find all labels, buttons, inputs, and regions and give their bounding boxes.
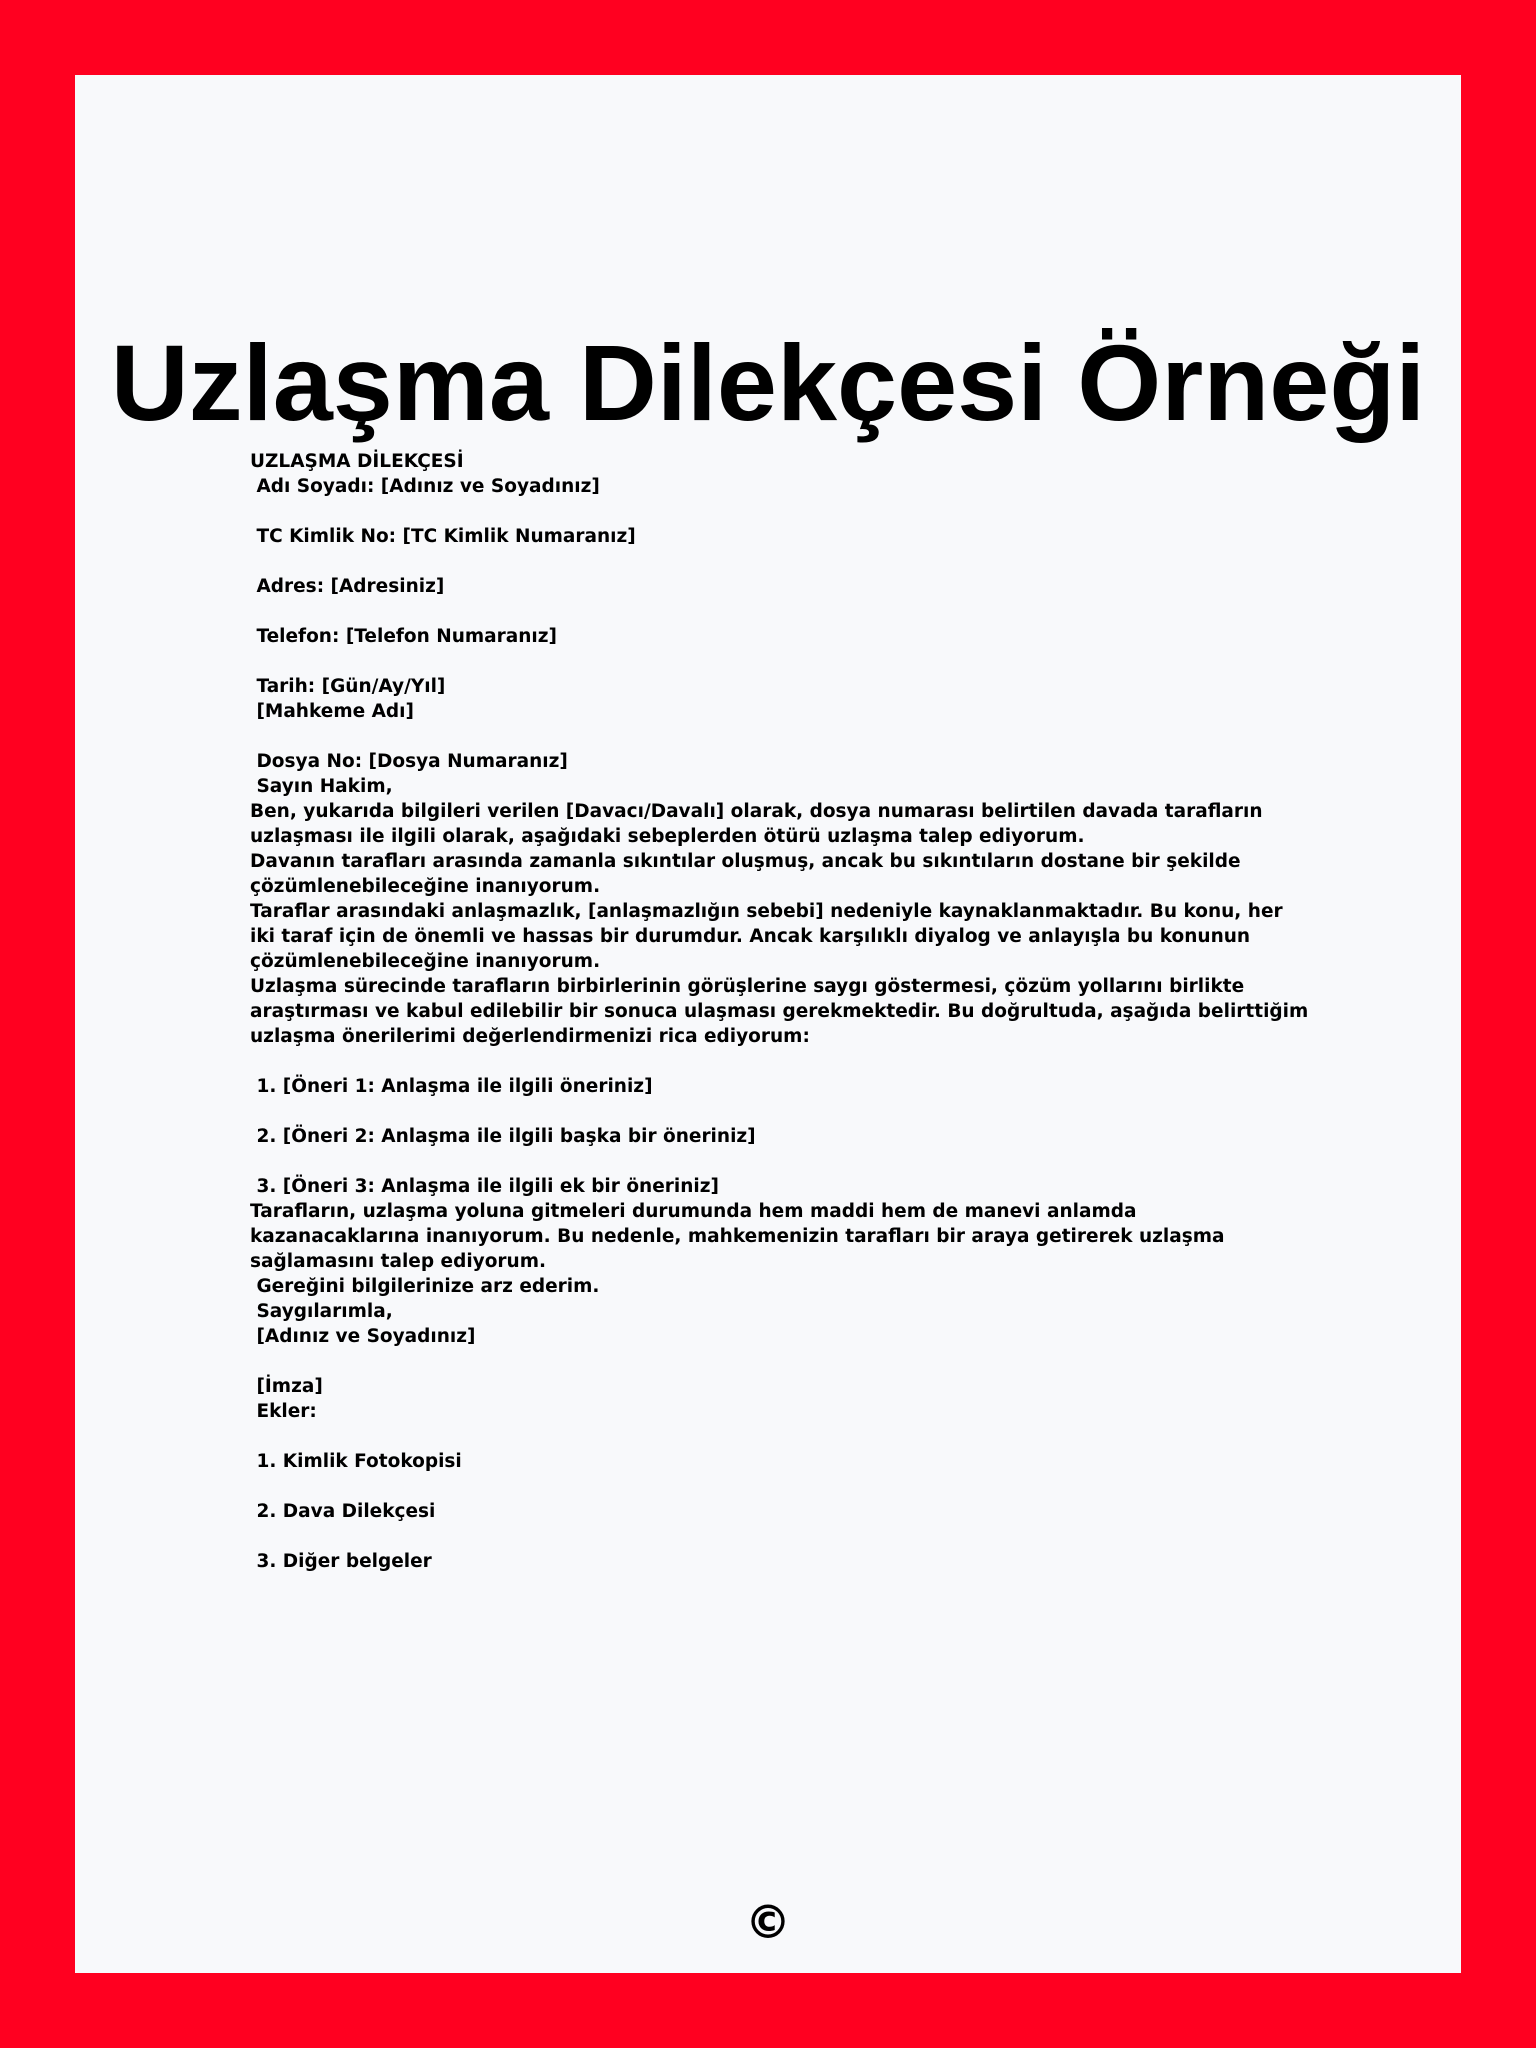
spacer — [250, 549, 1310, 574]
body-paragraph: Tarafların, uzlaşma yoluna gitmeleri durumunda hem maddi hem de manevi anlamda kazanacaklarına inanıyorum. Bu nedenle, mahkemenizin tarafları bir araya getirerek uzlaşma sağlamasını talep ediyorum. — [250, 1201, 1231, 1272]
spacer — [250, 1424, 1310, 1449]
salutation: Sayın Hakim, — [250, 776, 393, 797]
name-line: Adı Soyadı: [Adınız ve Soyadınız] — [250, 476, 600, 497]
document-page — [75, 75, 1461, 1973]
phone-line: Telefon: [Telefon Numaranız] — [250, 626, 557, 647]
spacer — [250, 1524, 1310, 1549]
regards-line: Saygılarımla, — [250, 1301, 393, 1322]
proposal-item: 2. [Öneri 2: Anlaşma ile ilgili başka bir öneriniz] — [250, 1126, 756, 1147]
spacer — [250, 499, 1310, 524]
address-line: Adres: [Adresiniz] — [250, 576, 445, 597]
spacer — [250, 649, 1310, 674]
signer-name: [Adınız ve Soyadınız] — [250, 1326, 476, 1347]
spacer — [250, 1049, 1310, 1074]
copyright-icon: © — [745, 1895, 791, 1949]
document-title: Uzlaşma Dilekçesi Örneği — [110, 322, 1426, 443]
attachment-item: 3. Diğer belgeler — [250, 1551, 432, 1572]
signature-line: [İmza] — [250, 1376, 323, 1397]
spacer — [250, 599, 1310, 624]
proposal-item: 3. [Öneri 3: Anlaşma ile ilgili ek bir öneriniz] — [250, 1176, 719, 1197]
body-paragraph: Ben, yukarıda bilgileri verilen [Davacı/Davalı] olarak, dosya numarası belirtilen davada tarafların uzlaşması ile ilgili olarak, aşağıdaki sebeplerden ötürü uzlaşma talep ediyorum. — [250, 801, 1269, 847]
petition-heading: UZLAŞMA DİLEKÇESİ — [250, 451, 464, 472]
body-paragraph: Davanın tarafları arasında zamanla sıkıntılar oluşmuş, ancak bu sıkıntıların dostane bir şekilde çözümlenebileceğine inanıyorum. — [250, 851, 1248, 897]
proposal-item: 1. [Öneri 1: Anlaşma ile ilgili öneriniz] — [250, 1076, 653, 1097]
tc-number-line: TC Kimlik No: [TC Kimlik Numaranız] — [250, 526, 636, 547]
spacer — [250, 724, 1310, 749]
petition-letter — [250, 449, 1315, 1574]
closing-line: Gereğini bilgilerinize arz ederim. — [250, 1276, 600, 1297]
attachment-item: 2. Dava Dilekçesi — [250, 1501, 436, 1522]
body-paragraph: Taraflar arasındaki anlaşmazlık, [anlaşmazlığın sebebi] nedeniyle kaynaklanmaktadır. Bu konu, her iki taraf için de önemli ve hassas bir durumdur. Ancak karşılıklı diyalog ve anlayışla bu konunun çözümlenebileceğine inanıyorum. — [250, 901, 1290, 972]
body-paragraph: Uzlaşma sürecinde tarafların birbirlerinin görüşlerine saygı göstermesi, çözüm yollarını birlikte araştırması ve kabul edilebilir bir sonuca ulaşması gerekmektedir. Bu doğrultuda, aşağıda belirttiğim uzlaşma önerilerimi değerlendirmenizi rica ediyorum: — [250, 976, 1315, 1047]
attachment-item: 1. Kimlik Fotokopisi — [250, 1451, 462, 1472]
date-line: Tarih: [Gün/Ay/Yıl] — [250, 676, 446, 697]
spacer — [250, 1099, 1310, 1124]
file-number-line: Dosya No: [Dosya Numaranız] — [250, 751, 568, 772]
court-line: [Mahkeme Adı] — [250, 701, 414, 722]
spacer — [250, 1474, 1310, 1499]
spacer — [250, 1349, 1310, 1374]
spacer — [250, 1149, 1310, 1174]
attachments-label: Ekler: — [250, 1401, 317, 1422]
